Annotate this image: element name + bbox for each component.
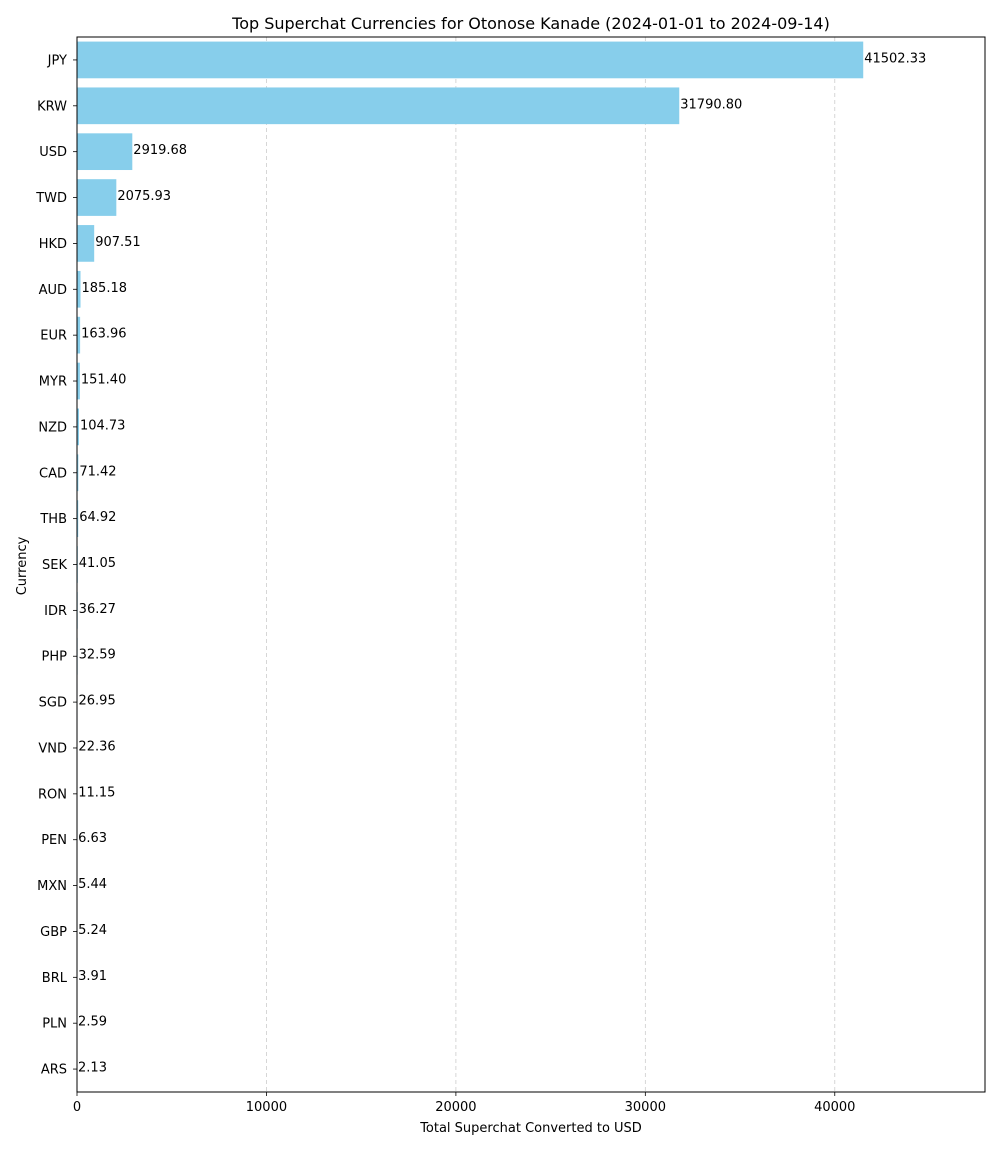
data-label-gbp: 5.24 — [78, 922, 108, 938]
data-label-twd: 2075.93 — [117, 189, 172, 205]
y-tick-label-mxn: MXN — [37, 879, 67, 895]
y-tick-label-krw: KRW — [37, 99, 67, 115]
chart-title: Top Superchat Currencies for Otonose Kanade (2024-01-01 to 2024-09-14) — [232, 14, 830, 33]
bar-hkd — [77, 225, 94, 262]
x-tick-label: 10000 — [245, 1100, 288, 1115]
y-tick-label-jpy: JPY — [47, 53, 67, 69]
bar-krw — [77, 87, 679, 124]
y-tick-label-brl: BRL — [41, 970, 67, 986]
y-tick-label-hkd: HKD — [38, 236, 67, 252]
data-label-myr: 151.40 — [80, 372, 127, 388]
y-tick-label-idr: IDR — [44, 603, 67, 619]
bars — [77, 42, 863, 1088]
y-tick-label-twd: TWD — [36, 191, 67, 207]
bar-jpy — [77, 42, 863, 79]
y-tick-label-cad: CAD — [39, 466, 67, 482]
data-label-php: 32.59 — [78, 647, 116, 663]
y-tick-label-vnd: VND — [38, 741, 67, 757]
y-tick-label-pen: PEN — [41, 833, 67, 849]
data-label-sek: 41.05 — [78, 556, 116, 571]
x-tick-label: 20000 — [435, 1100, 477, 1115]
bar-aud — [77, 271, 81, 308]
y-tick-label-php: PHP — [41, 649, 67, 665]
data-label-jpy: 41502.33 — [864, 51, 927, 67]
y-axis-label: Currency — [15, 536, 30, 596]
x-tick-label: 40000 — [814, 1100, 856, 1115]
y-tick-label-pln: PLN — [42, 1016, 67, 1032]
data-label-krw: 31790.80 — [680, 97, 743, 113]
data-label-ron: 11.15 — [78, 785, 116, 801]
data-label-sgd: 26.95 — [78, 693, 116, 709]
bar-twd — [77, 179, 116, 216]
y-tick-label-eur: EUR — [40, 328, 67, 344]
y-tick-label-nzd: NZD — [38, 420, 67, 436]
data-label-ars: 2.13 — [78, 1060, 107, 1076]
data-labels — [78, 51, 926, 1075]
data-label-mxn: 5.44 — [78, 877, 108, 893]
data-label-pln: 2.59 — [78, 1014, 108, 1030]
data-label-vnd: 22.36 — [78, 739, 116, 755]
x-tick-label: 0 — [72, 1100, 82, 1115]
data-label-usd: 2919.68 — [133, 143, 188, 159]
axes — [35, 37, 985, 1115]
y-tick-label-aud: AUD — [38, 282, 67, 298]
data-label-idr: 36.27 — [78, 601, 116, 617]
y-tick-label-sgd: SGD — [38, 695, 67, 711]
y-tick-label-ars: ARS — [40, 1062, 67, 1078]
data-label-cad: 71.42 — [79, 464, 117, 480]
y-tick-label-sek: SEK — [42, 558, 67, 573]
grid-lines — [266, 37, 834, 1092]
data-label-pen: 6.63 — [78, 831, 108, 847]
plot-frame — [77, 37, 985, 1092]
y-tick-label-usd: USD — [39, 145, 67, 161]
data-label-aud: 185.18 — [81, 280, 128, 296]
y-tick-label-myr: MYR — [38, 374, 67, 390]
y-tick-label-ron: RON — [38, 787, 67, 803]
data-label-thb: 64.92 — [79, 510, 117, 526]
data-label-brl: 3.91 — [78, 968, 108, 984]
x-axis-label: Total Superchat Converted to USD — [420, 1121, 642, 1136]
data-label-hkd: 907.51 — [95, 234, 141, 250]
y-tick-label-gbp: GBP — [40, 924, 67, 940]
data-label-nzd: 104.73 — [79, 418, 126, 434]
y-tick-label-thb: THB — [40, 512, 67, 528]
data-label-eur: 163.96 — [81, 326, 127, 342]
bar-usd — [77, 133, 132, 170]
x-tick-label: 30000 — [624, 1100, 667, 1115]
